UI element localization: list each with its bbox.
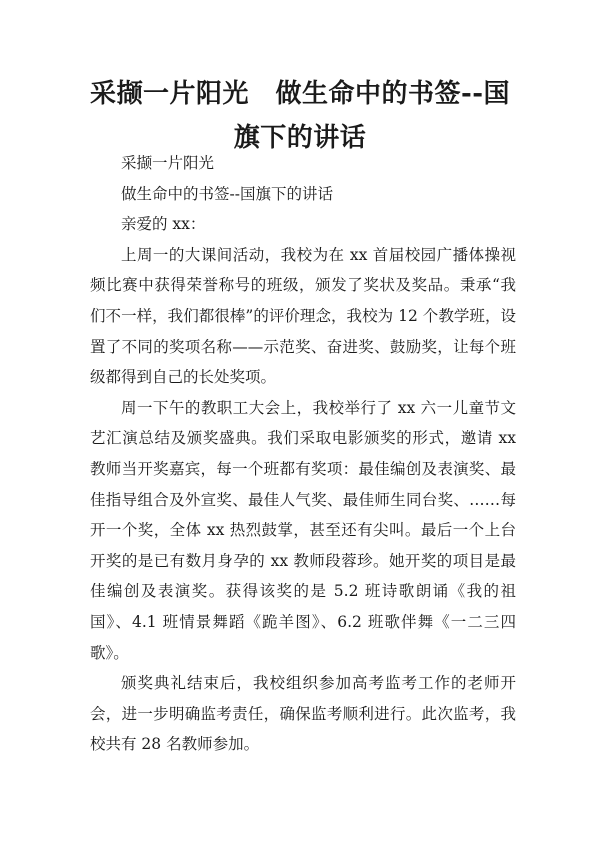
document-title: 采撷一片阳光 做生命中的书签--国旗下的讲话: [89, 79, 511, 153]
paragraph-body: 颁奖典礼结束后，我校组织参加高考监考工作的老师开会，进一步明确监考责任，确保监考顺利进行。此次监考，我校共有 28 名教师参加。: [90, 674, 516, 754]
paragraph-subtitle-2: 做生命中的书签--国旗下的讲话: [121, 184, 333, 203]
document-body: [90, 148, 516, 760]
paragraph-subtitle-1: 采撷一片阳光: [121, 154, 215, 172]
paragraph-body: 周一下午的教职工大会上，我校举行了 xx 六一儿童节文艺汇演总结及颁奖盛典。我们采取电影颁奖的形式，邀请 xx 教师当开奖嘉宾，每一个班都有奖项：最佳编创及表演奖、最佳指导组合及外宣奖、最佳人气奖、最佳师生同台奖、……每开一个奖，全体 xx 热烈鼓掌，甚至还有尖叫。最后一个上台开奖的是已有数月身孕的 xx 教师段蓉珍。她开奖的项目是最佳编创及表演奖。获得该奖的是 5.2 班诗歌朗诵《我的祖国》、4.1 班情景舞蹈《跪羊图》、6.2 班歌伴舞《一二三四歌》。: [90, 398, 516, 662]
paragraph-body: 上周一的大课间活动，我校为在 xx 首届校园广播体操视频比赛中获得荣誉称号的班级，颁发了奖状及奖品。秉承“我们不一样，我们都很棒”的评价理念，我校为 12 个教学班，设置了不同的奖项名称——示范奖、奋进奖、鼓励奖，让每个班级都得到自己的长处奖项。: [90, 245, 516, 387]
paragraph-greeting: 亲爱的 xx：: [121, 215, 206, 234]
